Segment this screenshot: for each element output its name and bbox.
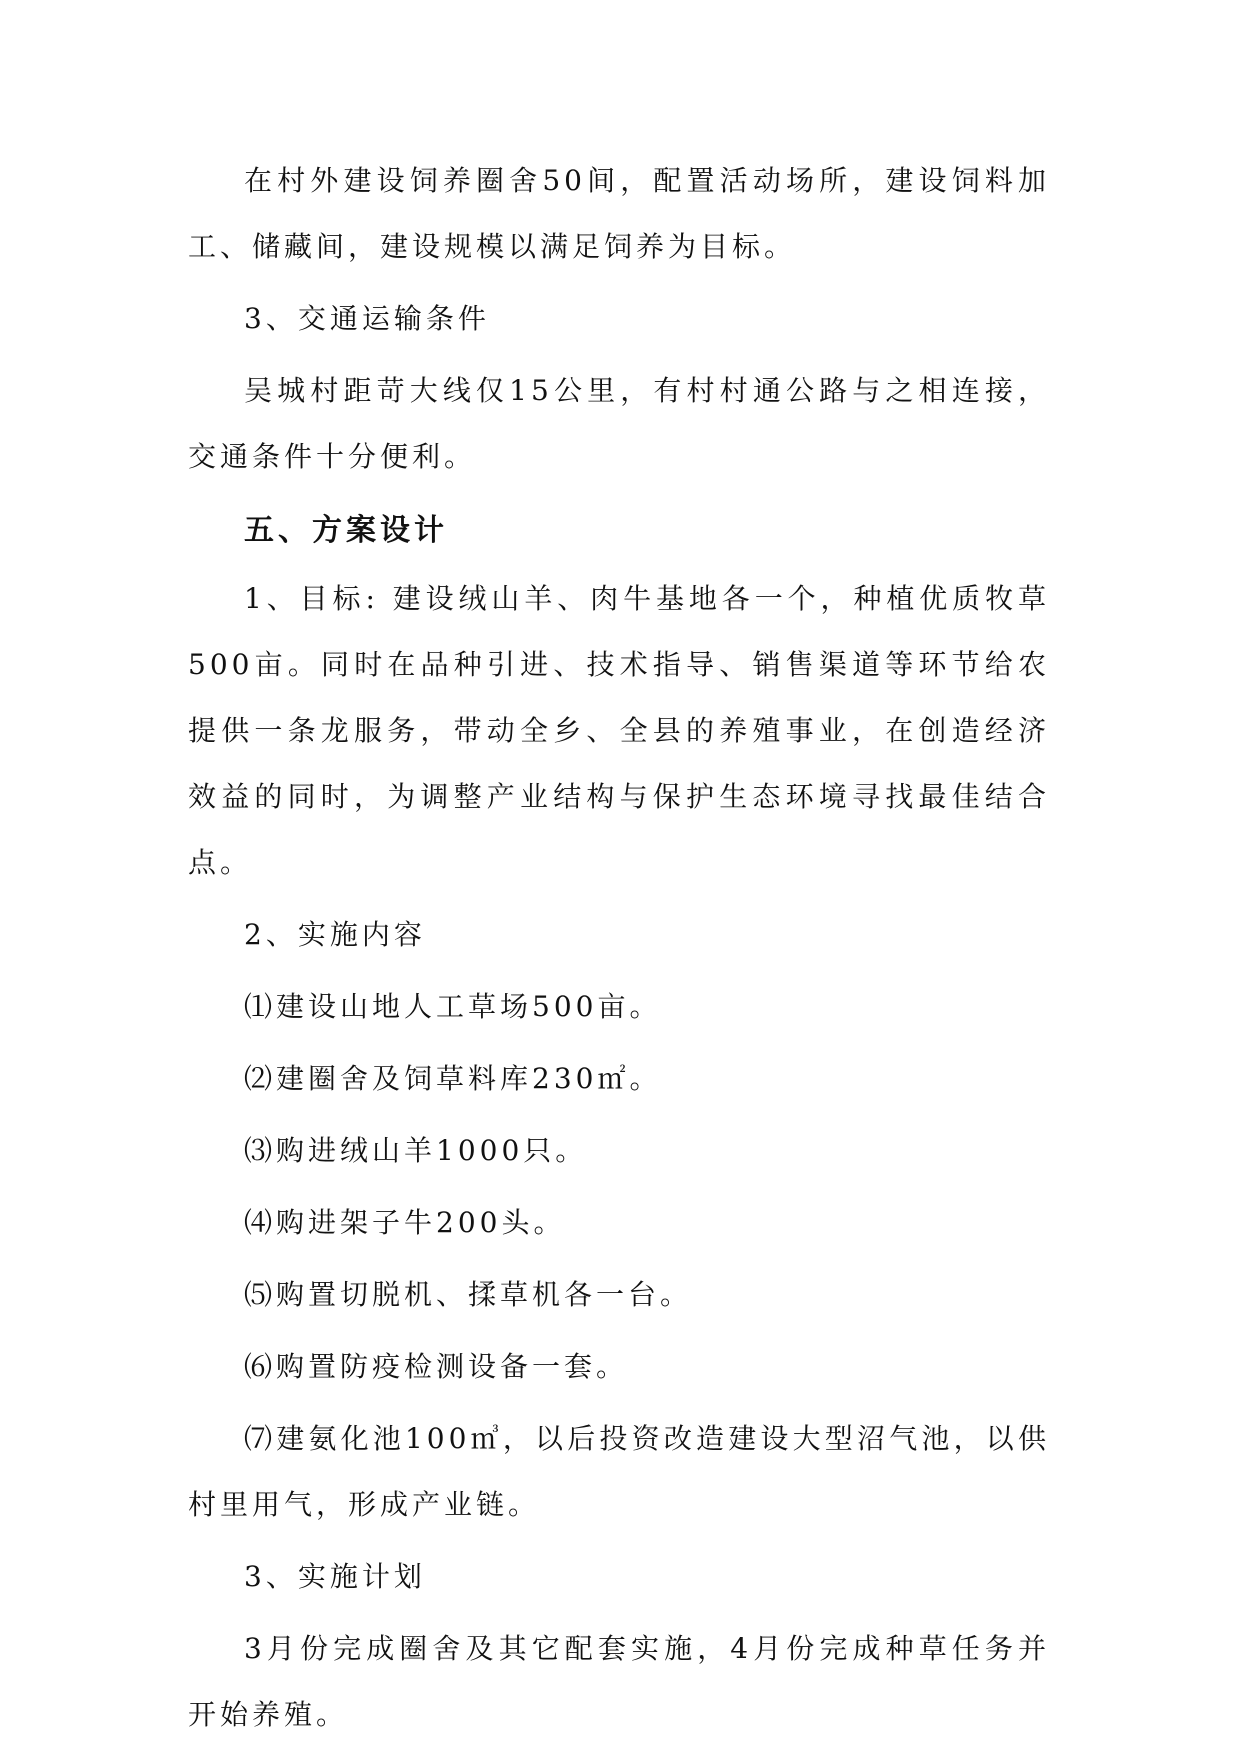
- paragraph-goal: 1、目标: 建设绒山羊、肉牛基地各一个，种植优质牧草500亩。同时在品种引进、技术指导、销售渠道等环节给农提供一条龙服务，带动全乡、全县的养殖事业，在创造经济效益的同时，为调整产业结构与保护生态环境寻找最佳结合点。: [188, 582, 1050, 879]
- paragraph-transport: 吴城村距苛大线仅15公里，有村村通公路与之相连接，交通条件十分便利。: [188, 374, 1050, 473]
- section-heading: 五、方案设计: [244, 513, 448, 548]
- plan-title: 3、实施计划: [244, 1560, 426, 1593]
- implementation-item-6: ⑹购置防疫检测设备一套。: [244, 1350, 629, 1383]
- implementation-item-1: ⑴建设山地人工草场500亩。: [244, 990, 662, 1023]
- implementation-item-5: ⑸购置切脱机、揉草机各一台。: [244, 1278, 693, 1311]
- document-body: [188, 148, 1050, 1748]
- implementation-title: 2、实施内容: [244, 918, 426, 951]
- implementation-item-7: ⑺建氨化池100㎥，以后投资改造建设大型沼气池，以供村里用气，形成产业链。: [188, 1422, 1050, 1521]
- plan-text: 3月份完成圈舍及其它配套实施，4月份完成种草任务并开始养殖。: [188, 1632, 1050, 1731]
- paragraph-transport-title: 3、交通运输条件: [244, 302, 490, 335]
- implementation-item-4: ⑷购进架子牛200头。: [244, 1206, 566, 1239]
- paragraph-facility: 在村外建设饲养圈舍50间，配置活动场所，建设饲料加工、储藏间，建设规模以满足饲养为目标。: [188, 164, 1050, 263]
- implementation-item-3: ⑶购进绒山羊1000只。: [244, 1134, 588, 1167]
- implementation-item-2: ⑵建圈舍及饲草料库230㎡。: [244, 1062, 662, 1095]
